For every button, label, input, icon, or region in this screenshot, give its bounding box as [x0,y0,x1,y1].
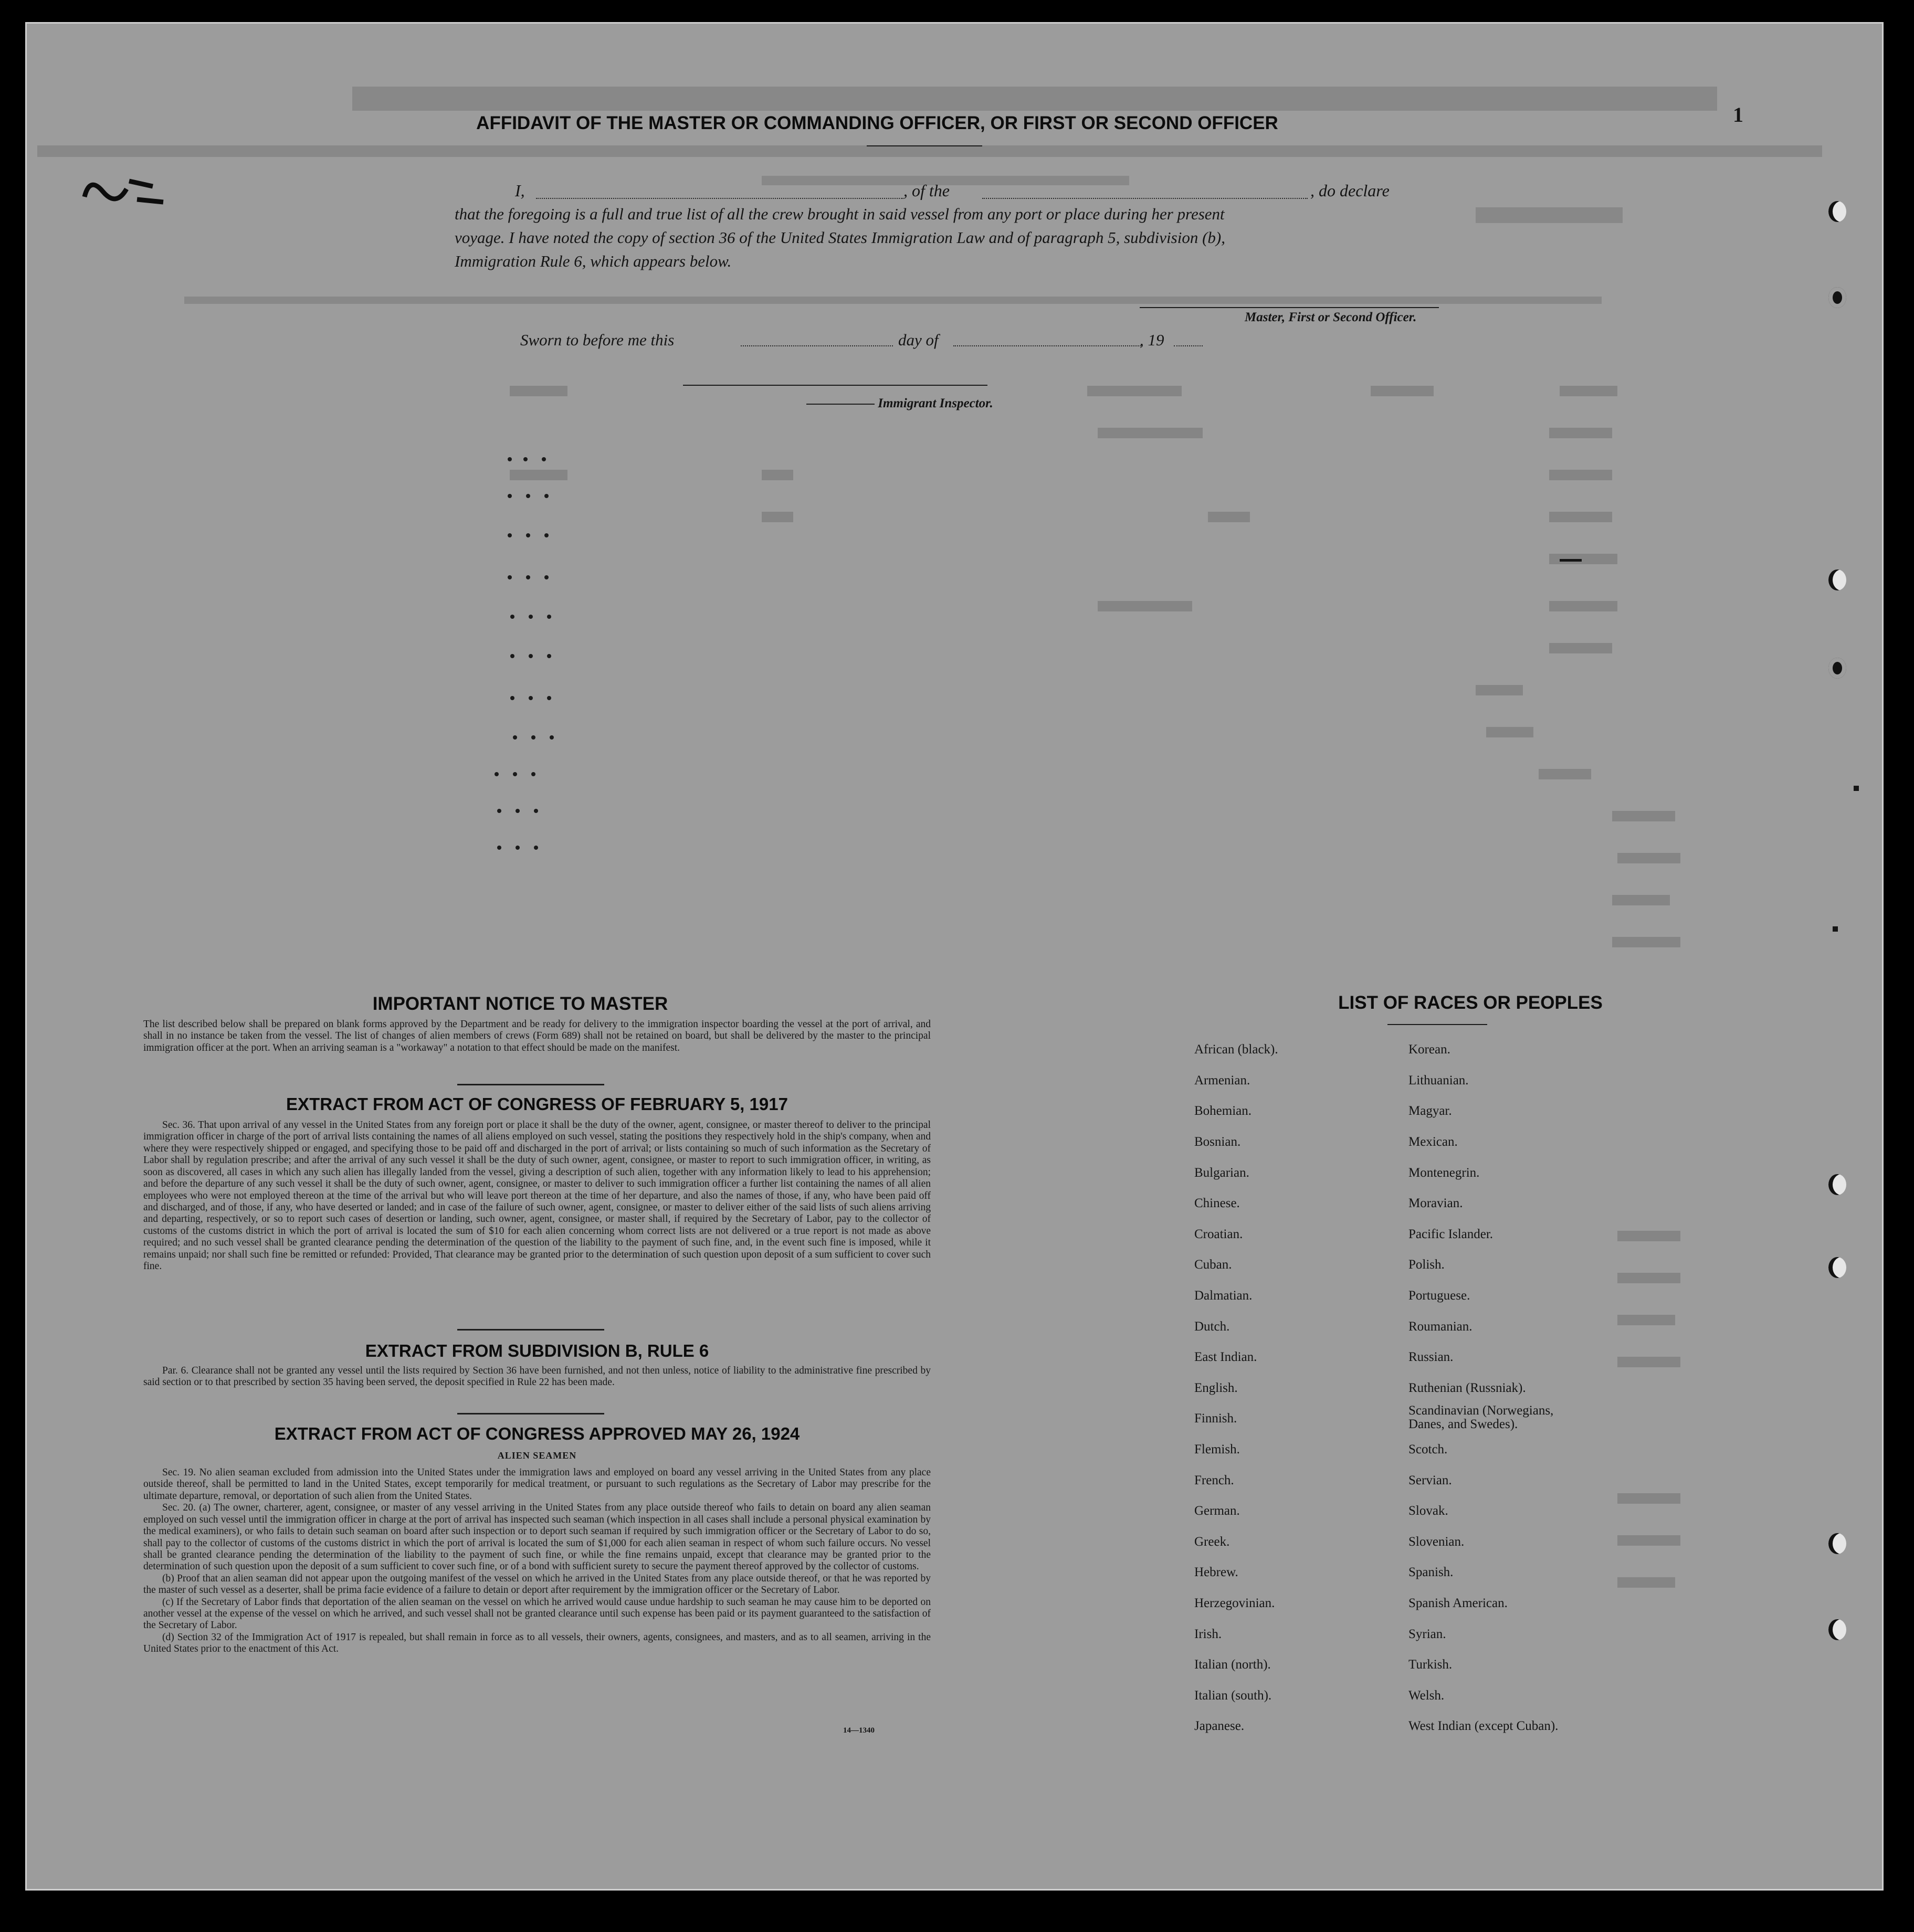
affidavit-i-label: I, [515,181,525,200]
race-item: Spanish American. [1408,1596,1508,1610]
race-item: East Indian. [1194,1350,1257,1364]
rule6-title: EXTRACT FROM SUBDIVISION B, RULE 6 [365,1341,709,1360]
sworn-line [520,331,1203,352]
affidavit-statement-line-3: Immigration Rule 6, which appears below. [455,252,732,270]
punch-hole-icon [1828,1257,1846,1278]
race-item: English. [1194,1381,1238,1395]
race-item: Cuban. [1194,1258,1232,1272]
act1924-sec20a: Sec. 20. (a) The owner, charterer, agent, consignee, or master of any vessel arriving in the United States from any place outside thereof who fails to detain on board any alien seaman employed on such vessel until the immigration officer in charge at the port of arrival has inspected such seaman (which inspection in all cases shall include a personal physical examination by the medical examiners), or who fails to detain such seaman on board after such inspection or to deport such seaman if required by such immigration officer or the Secretary of Labor to do so, shall pay to the collector of customs of the customs district in which the port of arrival is located the sum of $1,000 for each alien seaman in respect of whom such failure occurs. No vessel shall be granted clearance pending the determination of the liability to the payment of such fine, or while the fine remains unpaid, except that clearance may be granted prior to the determination of such question upon the deposit of a sum sufficient to cover such fine, or of a bond with sufficient surety to secure the payment thereof approved by the collector of customs. [143,1502,931,1572]
inspector-signature-block [806,396,993,411]
affidavit-divider [867,145,982,146]
race-item: Bohemian. [1194,1104,1252,1118]
act1924-text [143,1467,931,1655]
race-item: Mexican. [1408,1135,1458,1149]
race-item: Moravian. [1408,1196,1463,1210]
punch-hole-icon [1828,1533,1846,1554]
sworn-day-field[interactable] [741,345,893,346]
day-of-label: day of [898,331,939,349]
act1924-sec19: Sec. 19. No alien seaman excluded from admission into the United States under the immigration laws and employed on board any vessel arriving in the United States from any place outside thereof, shall be permitted to land in the United States, except temporarily for medical treatment, or pursuant to such regulations as the Secretary of Labor may prescribe for the ultimate departure, removal, or deportation of such alien from the United States. [143,1467,931,1502]
punch-hole-icon [1828,1174,1846,1195]
race-item: Chinese. [1194,1196,1240,1210]
race-item: Welsh. [1408,1688,1445,1703]
race-item: Syrian. [1408,1627,1446,1641]
master-signature-label: Master, First or Second Officer. [1245,310,1417,324]
race-item: Herzegovinian. [1194,1596,1275,1610]
act1924-subtitle: ALIEN SEAMEN [497,1450,577,1461]
race-item: Turkish. [1408,1657,1453,1672]
race-item: Irish. [1194,1627,1222,1641]
race-item: Roumanian. [1408,1319,1473,1334]
section-divider [457,1413,604,1414]
race-item: Russian. [1408,1350,1454,1364]
sworn-month-field[interactable] [953,345,1142,346]
inspector-signature-line[interactable] [683,385,987,386]
race-item: German. [1194,1504,1240,1518]
ink-fleck [1560,559,1582,562]
affidavit-declare-label: , do declare [1310,181,1390,200]
race-item: Pacific Islander. [1408,1227,1494,1241]
race-item: Armenian. [1194,1073,1250,1088]
race-item: West Indian (except Cuban). [1408,1719,1559,1733]
act1917-title: EXTRACT FROM ACT OF CONGRESS OF FEBRUARY 5, 1917 [286,1094,788,1114]
section-divider [457,1329,604,1331]
race-item: Greek. [1194,1535,1230,1549]
margin-mark: 1 [1733,103,1743,126]
act1924-sec20d: (d) Section 32 of the Immigration Act of 1917 is repealed, but shall remain in force as to all vessels, their owners, agents, consignees, and masters, and as to all seamen, arriving in the United States prior to the enactment of this Act. [143,1631,931,1655]
race-item: Slovenian. [1408,1535,1465,1549]
affidavit-declarant-line [457,181,1476,202]
sworn-year-field[interactable] [1174,345,1203,346]
punch-hole-icon [1828,201,1846,222]
race-item: Montenegrin. [1408,1166,1480,1180]
act1924-sec20b: (b) Proof that an alien seaman did not appear upon the outgoing manifest of the vessel on which he arrived in the United States from any place outside thereof, or that he was reported by the master of such vessel as a deserter, shall be prima facie evidence of a failure to detain or deport after requirement by the immigration officer or the Secretary of Labor. [143,1572,931,1596]
race-item: Magyar. [1408,1104,1452,1118]
race-item: Dalmatian. [1194,1289,1253,1303]
race-item: Slovak. [1408,1504,1448,1518]
section-divider [457,1084,604,1085]
manifest-page [25,22,1884,1891]
races-divider [1387,1024,1487,1025]
races-title: LIST OF RACES OR PEOPLES [1338,993,1603,1013]
master-signature-line[interactable] [1140,307,1439,308]
punch-hole-icon [1828,287,1846,308]
race-item: Hebrew. [1194,1565,1238,1579]
declarant-name-field[interactable] [536,198,903,199]
race-item: African (black). [1194,1042,1278,1057]
act1917-text: Sec. 36. That upon arrival of any vessel in the United States from any foreign port or place it shall be the duty of the owner, agent, consignee, or master thereof to deliver to the principal immigration officer in charge of the port of arrival lists containing the names of all aliens employed on such vessel, stating the positions they respectively hold in the ship's company, when and where they were respectively shipped or engaged, and specifying those to be paid off and discharged in the port of arrival; or lists containing so much of such information as the Secretary of Labor shall by regulation prescribe; and after the arrival of any such vessel it shall be the duty of such owner, agent, consignee, or master to report to such immigration officer, in writing, as soon as discovered, all cases in which any such alien has illegally landed from the vessel, giving a description of such alien, together with any information likely to lead to his apprehension; and before the departure of any such vessel it shall be the duty of such owner, agent, consignee, or master to deliver to such immigration officer a further list containing the names of all alien employees who were not employed thereon at the time of the arrival but who will leave port thereon at the time of her departure, and also the names of those, if any, who have been paid off and discharged, and of those, if any, who have deserted or landed; and in case of the failure of such owner, agent, consignee, or master to deliver either of the said lists of such aliens arriving and departing, respectively, or so to report such cases of desertion or landing, such owner, agent, consignee, or master shall, if required by the Secretary of Labor, pay to the collector of customs of the customs district in which the port of arrival is located the sum of $10 for each alien concerning whom correct lists are not delivered or a true report is not made as above required; and no such vessel shall be granted clearance pending the determination of the question of the liability to the payment of such fine, and, in the event such fine is imposed, while it remains unpaid; nor shall such fine be remitted or refunded: Provided, That clearance may be granted prior to the determination of such question upon deposit of a sum sufficient to cover such fine. [143,1120,931,1272]
race-item: Flemish. [1194,1442,1240,1456]
notice-text: The list described below shall be prepared on blank forms approved by the Department and be ready for delivery to the immigration inspector boarding the vessel at the port of arrival, and shall in no instance be taken from the vessel. The list of changes of alien members of crews (Form 689) shall not be retained on board, but shall be delivered by the master to the principal immigration officer at the port. When an arriving seaman is a "workaway" a notation to that effect should be made on the manifest. [143,1019,931,1053]
race-item: Portuguese. [1408,1289,1470,1303]
affidavit-title: AFFIDAVIT OF THE MASTER OR COMMANDING OFFICER, OR FIRST OR SECOND OFFICER [476,113,1278,133]
margin-scribble [79,171,169,207]
race-item: Scandinavian (Norwegians, Danes, and Swedes). [1408,1403,1554,1432]
year-label: , 19 [1140,331,1164,349]
ink-fleck [1833,926,1838,932]
race-item: Bosnian. [1194,1135,1241,1149]
race-item: Italian (north). [1194,1657,1271,1672]
affidavit-statement-line-2: voyage. I have noted the copy of section 36 of the United States Immigration Law and of paragraph 5, subdivision (b), [455,228,1225,247]
race-item: Scotch. [1408,1442,1448,1456]
form-number: 14—1340 [843,1726,875,1735]
race-item: Servian. [1408,1473,1452,1487]
race-item: Spanish. [1408,1565,1454,1579]
race-item: Polish. [1408,1258,1445,1272]
ink-fleck [1854,786,1859,791]
race-item: Korean. [1408,1042,1450,1057]
race-item: Italian (south). [1194,1688,1272,1703]
punch-hole-icon [1828,1619,1846,1640]
punch-hole-icon [1828,569,1846,590]
race-item: Ruthenian (Russniak). [1408,1381,1526,1395]
punch-hole-icon [1828,658,1846,679]
notice-title: IMPORTANT NOTICE TO MASTER [372,994,668,1014]
affidavit-statement-line-1: that the foregoing is a full and true list of all the crew brought in said vessel from any port or place during her present [455,205,1225,223]
act1924-title: EXTRACT FROM ACT OF CONGRESS APPROVED MAY 26, 1924 [274,1424,800,1443]
inspector-dash [806,404,875,405]
race-item: Japanese. [1194,1719,1245,1733]
race-item: Croatian. [1194,1227,1243,1241]
race-item: Lithuanian. [1408,1073,1469,1088]
race-item: Dutch. [1194,1319,1230,1334]
race-item: Finnish. [1194,1411,1237,1426]
act1924-sec20c: (c) If the Secretary of Labor finds that deportation of the alien seaman on the vessel on which he arrived would cause undue hardship to such seaman he may cause him to be deported on another vessel at the expense of the vessel on which he arrived, and such vessel shall not be granted clearance until such expense has been paid or its payment guaranteed to the satisfaction of the Secretary of Labor. [143,1596,931,1631]
affidavit-of-the-label: , of the [903,181,950,200]
race-item: French. [1194,1473,1234,1487]
race-item: Bulgarian. [1194,1166,1249,1180]
rule6-text: Par. 6. Clearance shall not be granted any vessel until the lists required by Section 36 have been furnished, and not then unless, notice of liability to the administrative fine prescribed by said section or to that prescribed by section 35 having been served, the deposit specified in Rule 22 has been made. [143,1365,931,1388]
inspector-label: Immigrant Inspector. [878,396,993,410]
sworn-label: Sworn to before me this [520,331,675,349]
vessel-name-field[interactable] [982,198,1308,199]
